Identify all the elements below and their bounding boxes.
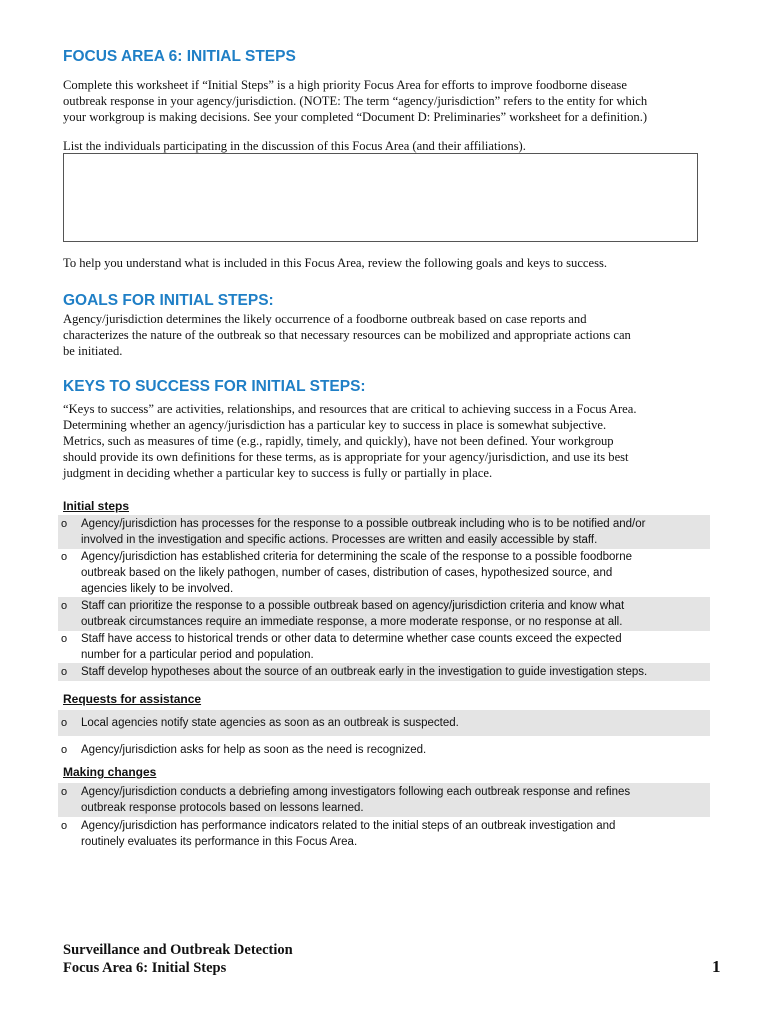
keys-line: “Keys to success” are activities, relationships, and resources that are critical to achieving success in a Focus Area.: [63, 402, 637, 416]
key-item[interactable]: o Staff can prioritize the response to a possible outbreak based on agency/jurisdiction criteria and know what outbreak circumstances require an immediate response, a more moderate response, or no response at all.: [58, 597, 710, 631]
key-item[interactable]: o Staff have access to historical trends or other data to determine whether case counts exceed the expected number for a particular period and population.: [61, 633, 622, 661]
checkbox-bullet[interactable]: o: [61, 633, 68, 645]
review-line: To help you understand what is included in this Focus Area, review the following goals and keys to success.: [63, 256, 608, 270]
goals-paragraph: [63, 311, 711, 359]
footer-title: Surveillance and Outbreak Detection: [63, 942, 293, 958]
participants-input[interactable]: [63, 153, 698, 242]
key-item[interactable]: o Agency/jurisdiction has performance indicators related to the initial steps of an outbreak investigation and routinely evaluates its performance in this Focus Area.: [61, 820, 616, 848]
checkbox-bullet[interactable]: o: [61, 518, 68, 530]
key-item[interactable]: o Agency/jurisdiction conducts a debriefing among investigators following each outbreak response and refines outbreak response protocols based on lessons learned.: [58, 783, 710, 817]
participants-prompt: List the individuals participating in the discussion of this Focus Area (and their affiliations).: [63, 139, 526, 153]
section-title-initial-steps: Initial steps: [63, 499, 130, 513]
checkbox-bullet[interactable]: o: [61, 666, 68, 678]
key-item[interactable]: o Staff develop hypotheses about the source of an outbreak early in the investigation to guide investigation steps.: [58, 663, 710, 681]
keys-line: Determining whether an agency/jurisdiction has a particular key to success in place is somewhat subjective.: [63, 418, 607, 432]
checkbox-bullet[interactable]: o: [61, 600, 68, 612]
footer-subtitle: Focus Area 6: Initial Steps: [63, 960, 227, 976]
keys-heading: KEYS TO SUCCESS FOR INITIAL STEPS:: [63, 378, 366, 395]
intro-line: outbreak response in your agency/jurisdiction. (NOTE: The term “agency/jurisdiction” refers to the entity for which: [63, 94, 648, 108]
key-item[interactable]: o Agency/jurisdiction has established criteria for determining the scale of the response to a possible foodborne outbreak based on the likely pathogen, number of cases, distribution of cases, hypothesized source, and agencies likely to be involved.: [61, 551, 633, 595]
key-item[interactable]: o Agency/jurisdiction asks for help as soon as the need is recognized.: [61, 744, 427, 756]
goals-line: be initiated.: [63, 344, 123, 358]
intro-line: Complete this worksheet if “Initial Steps” is a high priority Focus Area for efforts to improve foodborne disease: [63, 78, 627, 92]
goals-line: characterizes the nature of the outbreak so that necessary resources can be mobilized and appropriate actions can: [63, 328, 631, 342]
section-title-changes: Making changes: [63, 765, 157, 779]
keys-line: Metrics, such as measures of time (e.g., rapidly, timely, and quickly), have not been defined. Your workgroup: [63, 434, 614, 448]
intro-line: your workgroup is making decisions. See your completed “Document D: Preliminaries” worksheet for a definition.): [63, 110, 648, 124]
checkbox-bullet[interactable]: o: [61, 717, 68, 729]
checkbox-bullet[interactable]: o: [61, 786, 68, 798]
page-title: FOCUS AREA 6: INITIAL STEPS: [63, 48, 296, 65]
section-title-requests: Requests for assistance: [63, 692, 202, 706]
goals-heading: GOALS FOR INITIAL STEPS:: [63, 292, 274, 309]
key-item[interactable]: o Agency/jurisdiction has processes for the response to a possible outbreak including who is to be notified and/or involved in the investigation and specific actions. Processes are written and easily accessible by staff.: [58, 515, 710, 549]
checkbox-bullet[interactable]: o: [61, 820, 68, 832]
keys-line: should provide its own definitions for these terms, as is appropriate for your agency/jurisdiction, and use its best: [63, 450, 629, 464]
keys-paragraph: [63, 401, 711, 481]
checkbox-bullet[interactable]: o: [61, 551, 68, 563]
intro-paragraph: [63, 77, 711, 125]
goals-line: Agency/jurisdiction determines the likely occurrence of a foodborne outbreak based on case reports and: [63, 312, 587, 326]
page-number: 1: [712, 957, 721, 976]
checkbox-bullet[interactable]: o: [61, 744, 68, 756]
key-item[interactable]: o Local agencies notify state agencies as soon as an outbreak is suspected.: [58, 710, 710, 736]
keys-line: judgment in deciding whether a particular key to success is fully or partially in place.: [63, 466, 493, 480]
